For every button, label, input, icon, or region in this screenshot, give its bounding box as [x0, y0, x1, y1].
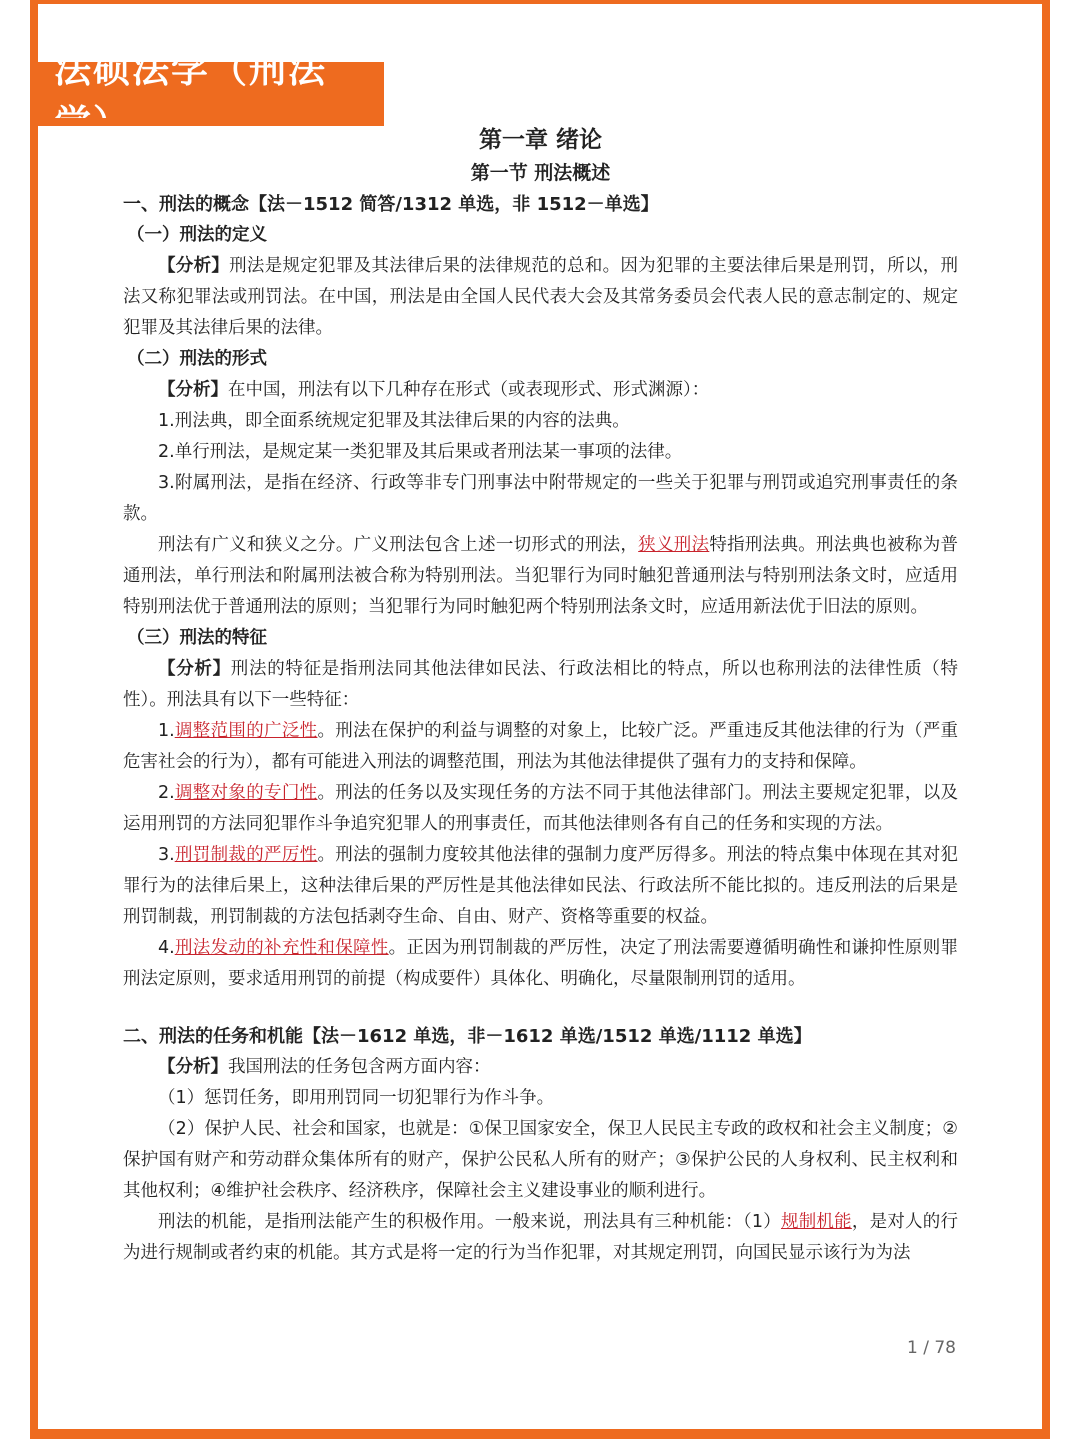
text-segment: 。正因为刑罚制裁的严厉性，决定了刑法需要遵循明确性和谦抑性原则罪刑法定原则，要求适用刑罚的前提（构成要件）具体化、明确化，尽量限制刑罚的适用。 [123, 938, 959, 989]
paragraph-definition [123, 251, 958, 344]
feature-item [123, 840, 958, 933]
section-title: 第一节 刑法概述 [470, 162, 611, 184]
list-item: 3.附属刑法，是指在经济、行政等非专门刑事法中附带规定的一些关于犯罪与刑罚或追究刑事责任的条款。 [123, 473, 958, 524]
document-banner [38, 48, 384, 124]
page-number: 1 / 78 [907, 1338, 956, 1358]
item-number: 3. [158, 845, 175, 865]
heading-tasks-functions: 二、刑法的任务和机能【法－1612 单选，非－1612 单选/1512 单选/1112 单选】 [123, 1026, 812, 1047]
paragraph-forms [123, 375, 958, 406]
analysis-label: 【分析】 [158, 380, 228, 400]
text-segment: 刑法有广义和狭义之分。广义刑法包含上述一切形式的刑法， [158, 535, 639, 555]
text-segment: 。刑法在保护的利益与调整的对象上，比较广泛。严重违反其他法律的行为（严重危害社会的行为），都有可能进入刑法的调整范围，刑法为其他法律提供了强有力的支持和保障。 [123, 721, 959, 772]
text-segment: 刑法的机能，是指刑法能产生的积极作用。一般来说，刑法具有三种机能：（1） [158, 1212, 781, 1232]
text-segment: 。刑法的强制力度较其他法律的强制力度严厉得多。刑法的特点集中体现在其对犯罪行为的法律后果上，这种法律后果的严厉性是其他法律如民法、行政法所不能比拟的。违反刑法的后果是刑罚制裁，刑罚制裁的方法包括剥夺生命、自由、财产、资格等重要的权益。 [123, 845, 959, 927]
highlight-term: 刑罚制裁的严厉性 [174, 845, 318, 865]
heading-concept: 一、刑法的概念【法－1512 简答/1312 单选，非 1512－单选】 [123, 194, 659, 215]
list-item: （2）保护人民、社会和国家，也就是：①保卫国家安全，保卫人民民主专政的政权和社会主义制度；②保护国有财产和劳动群众集体所有的财产，保护公民私人所有的财产；③保护公民的人身权利、民主权利和其他权利；④维护社会秩序、经济秩序，保障社会主义建设事业的顺利进行。 [123, 1119, 958, 1201]
paragraph-functions [123, 1207, 958, 1269]
feature-item [123, 716, 958, 778]
list-item: 1.刑法典，即全面系统规定犯罪及其法律后果的内容的法典。 [158, 411, 630, 431]
banner-title: 法硕法学（刑法 [54, 48, 327, 91]
forms-text: 在中国，刑法有以下几种存在形式（或表现形式、形式渊源）： [228, 380, 710, 400]
analysis-label: 【分析】 [158, 256, 230, 276]
spacer [123, 995, 958, 1021]
tasks-text: 我国刑法的任务包含两方面内容： [228, 1057, 491, 1077]
highlight-term: 调整范围的广泛性 [174, 721, 318, 741]
text-segment: ，是对人的行为进行规制或者约束的机能。其方式是将一定的行为当作犯罪，对其规定刑罚，向国民显示该行为为法 [123, 1212, 958, 1263]
list-item: 2.单行刑法，是规定某一类犯罪及其后果或者刑法某一事项的法律。 [158, 442, 683, 462]
highlight-term: 规制机能 [780, 1212, 852, 1232]
highlight-term: 狭义刑法 [638, 535, 710, 555]
highlight-term: 刑法发动的补充性和保障性 [174, 938, 389, 958]
paragraph-features [123, 654, 958, 716]
subheading-features: （三）刑法的特征 [127, 628, 267, 648]
paragraph-broad-narrow [123, 530, 958, 623]
item-number: 2. [158, 783, 175, 803]
text-segment: 特指刑法典。刑法典也被称为普通刑法，单行刑法和附属刑法被合称为特别刑法。当犯罪行为同时触犯普通刑法与特别刑法条文时，应适用特别刑法优于普通刑法的原则；当犯罪行为同时触犯两个特别刑法条文时，应适用新法优于旧法的原则。 [123, 535, 959, 617]
subheading-forms: （二）刑法的形式 [127, 349, 267, 369]
analysis-label: 【分析】 [158, 659, 231, 679]
item-number: 1. [158, 721, 175, 741]
list-item: （1）惩罚任务，即用刑罚同一切犯罪行为作斗争。 [158, 1088, 555, 1108]
item-number: 4. [158, 938, 175, 958]
highlight-term: 调整对象的专门性 [174, 783, 318, 803]
feature-item [123, 933, 958, 995]
chapter-title: 第一章 绪论 [478, 127, 602, 153]
feature-item [123, 778, 958, 840]
text-segment: 。刑法的任务以及实现任务的方法不同于其他法律部门。刑法主要规定犯罪，以及运用刑罚的方法同犯罪作斗争追究犯罪人的刑事责任，而其他法律则各有自己的任务和实现的方法。 [123, 783, 959, 834]
analysis-label: 【分析】 [158, 1057, 228, 1077]
document-body [123, 122, 958, 1269]
paragraph-tasks [123, 1052, 958, 1083]
features-text: 刑法的特征是指刑法同其他法律如民法、行政法相比的特点，所以也称刑法的法律性质（特性）。刑法具有以下一些特征： [123, 659, 959, 710]
definition-text: 刑法是规定犯罪及其法律后果的法律规范的总和。因为犯罪的主要法律后果是刑罚，所以，刑法又称犯罪法或刑罚法。在中国，刑法是由全国人民代表大会及其常务委员会代表人民的意志制定的、规定犯罪及其法律后果的法律。 [123, 256, 959, 338]
subheading-definition: （一）刑法的定义 [127, 225, 267, 245]
